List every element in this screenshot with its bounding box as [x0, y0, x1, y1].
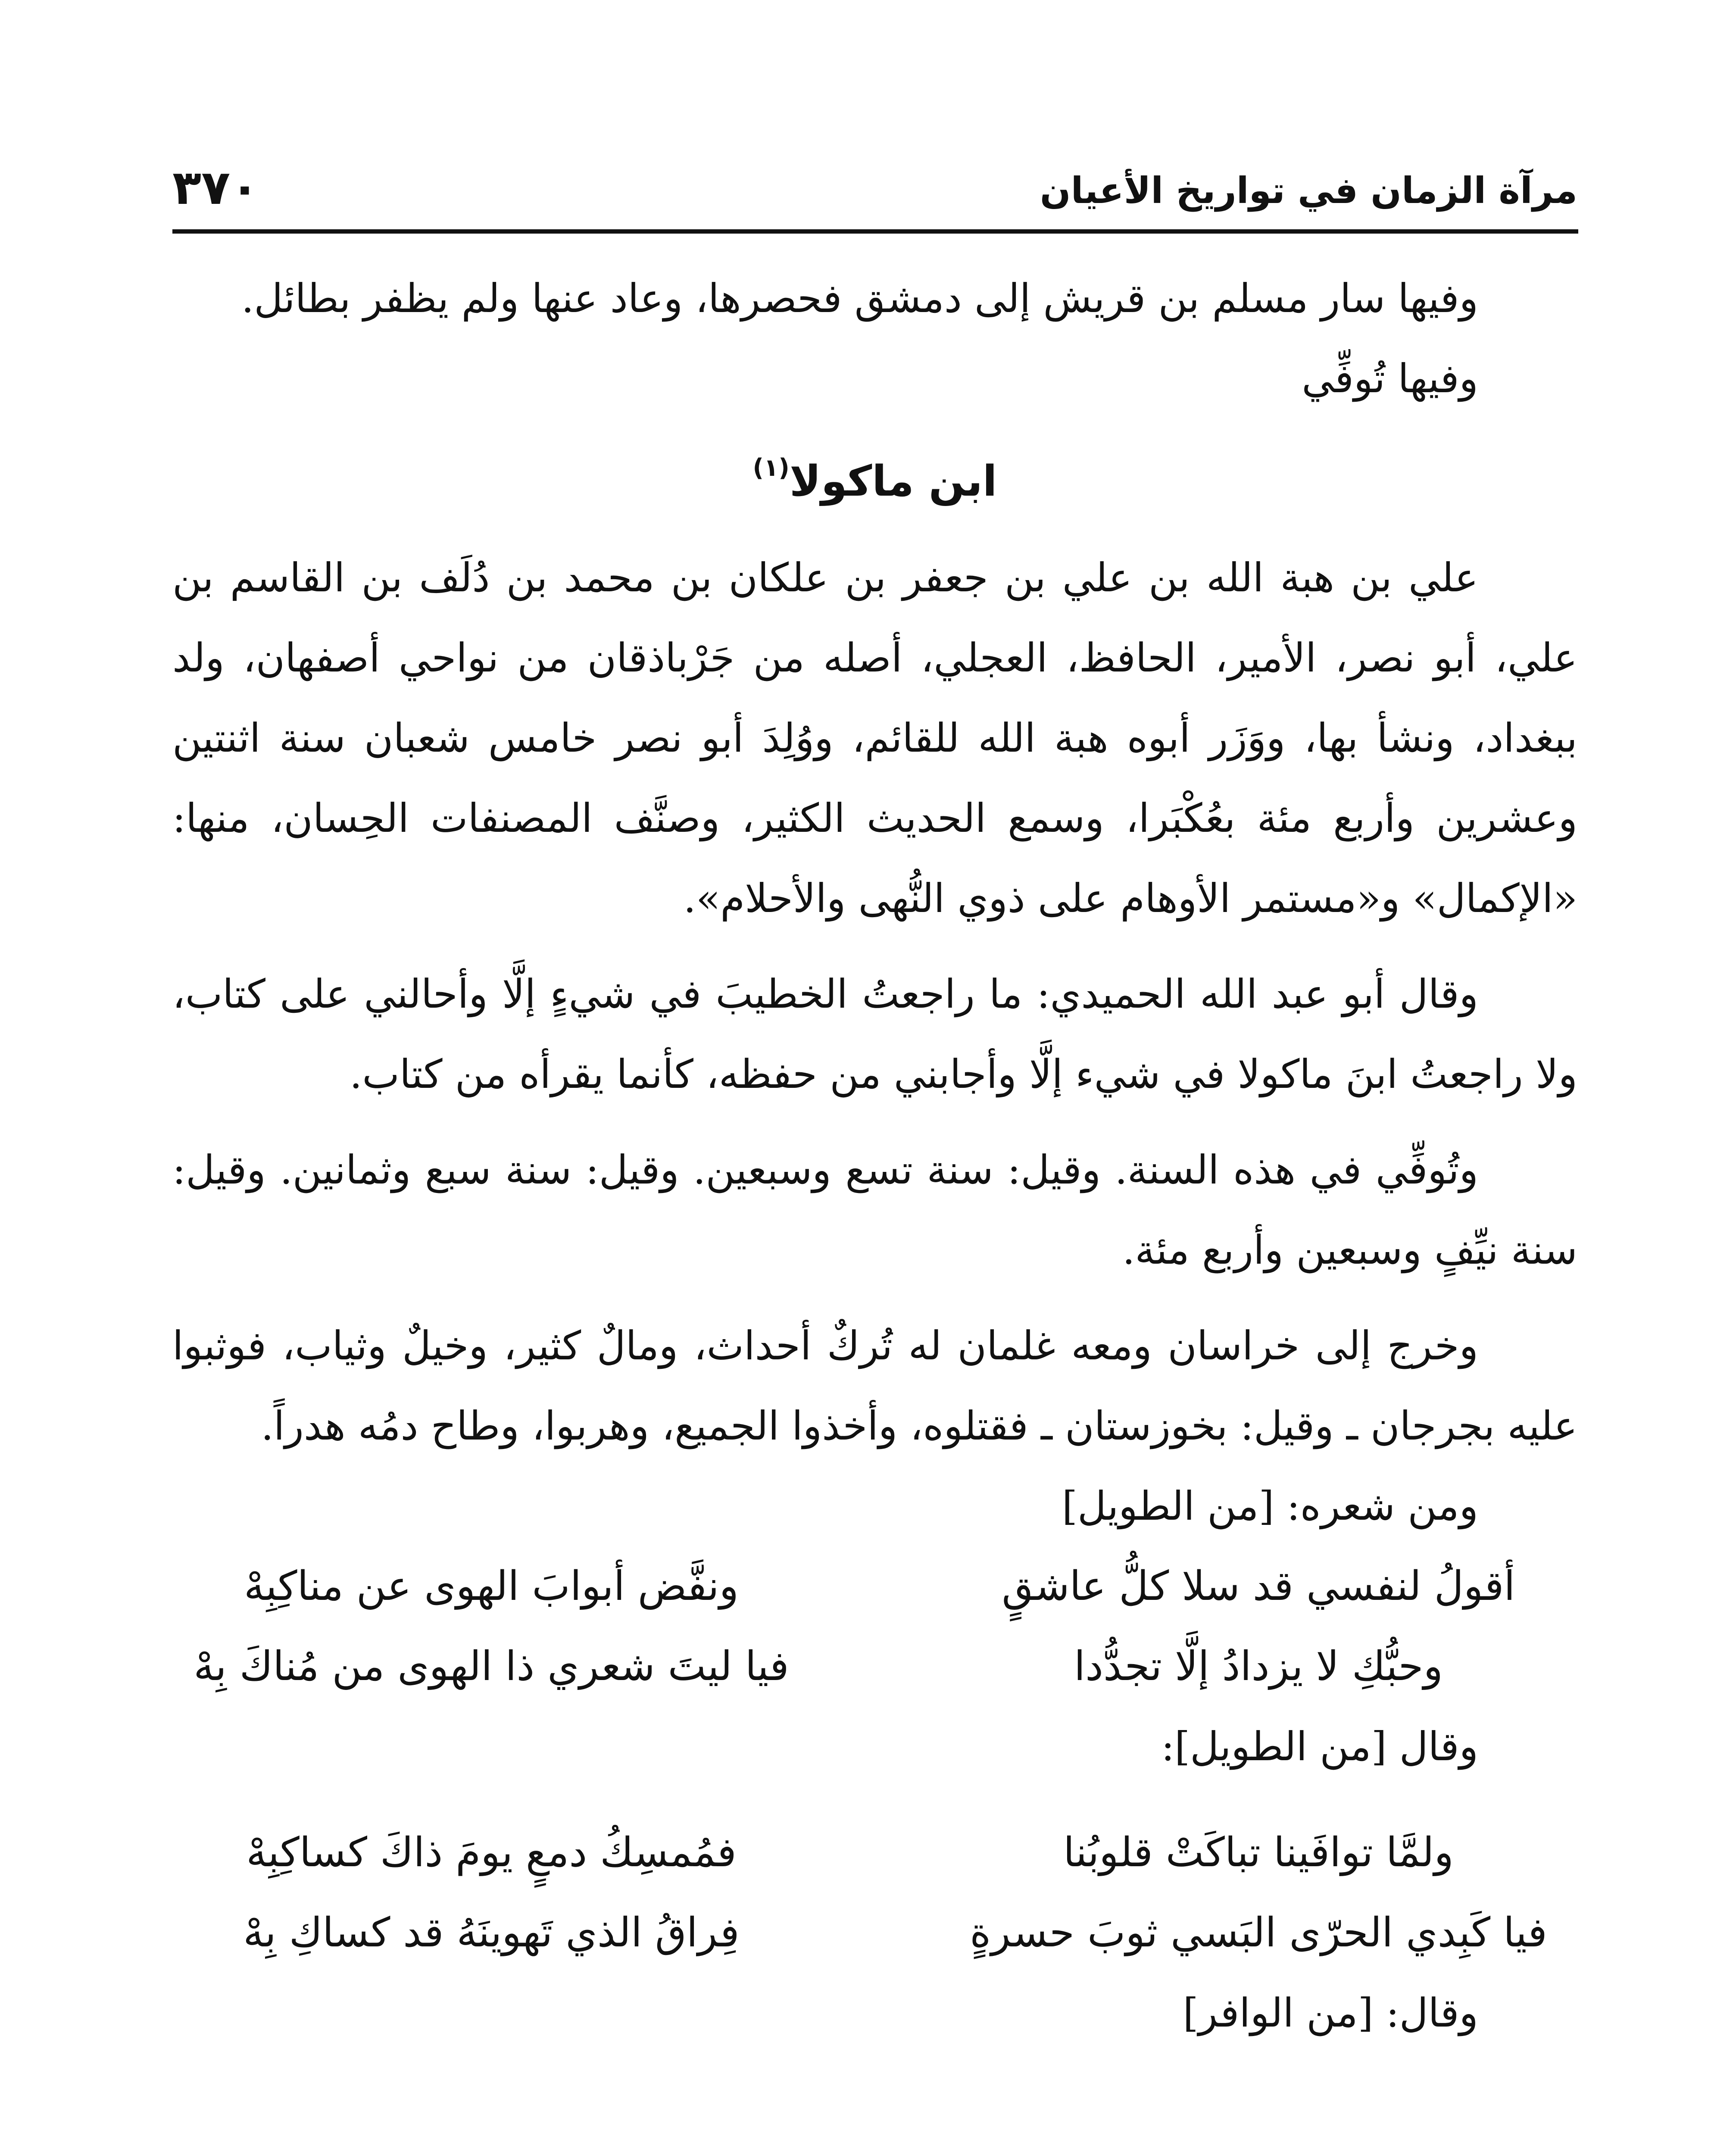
- verse-second-half: فمُمسِكُ دمعٍ يومَ ذاكَ كساكِبِهْ: [246, 1829, 737, 1876]
- verse-second-half: فِراقُ الذي تَهوينَهُ قد كساكِ بِهْ: [243, 1909, 740, 1956]
- section-title-text: ابن ماكولا: [789, 457, 997, 506]
- verse-line: [172, 1546, 1577, 1627]
- verse-first-half: ولمَّا توافَينا تباكَتْ قلوبُنا: [1063, 1829, 1454, 1876]
- death-date-paragraph: وتُوفِّي في هذه السنة. وقيل: سنة تسع وسبعين. وقيل: سنة سبع وثمانين. وقيل: سنة نيِّفٍ وسبعين وأربع مئة.: [172, 1147, 1577, 1273]
- intro-death-line: وفيها تُوفِّي: [1302, 356, 1478, 402]
- poem-intro: وقال [من الطويل]:: [1161, 1724, 1478, 1770]
- main-text: [172, 259, 1577, 2053]
- verse-second-half: ونفَّض أبوابَ الهوى عن مناكِبِهْ: [244, 1563, 739, 1610]
- header-rule: [172, 229, 1578, 234]
- closing-poem-intro: وقال: [من الوافر]: [1183, 1990, 1478, 2036]
- section-title: [172, 449, 1577, 514]
- verse-line: [172, 1627, 1577, 1707]
- footnote-reference: (١): [752, 454, 790, 482]
- poem-verses: [172, 1813, 1577, 1973]
- quote-paragraph: وقال أبو عبد الله الحميدي: ما راجعتُ الخطيبَ في شيءٍ إلَّا وأحالني على كتاب، ولا راجعتُ ابنَ ماكولا في شيء إلَّا وأجابني من حفظه، كأنما يقرأه من كتاب.: [172, 971, 1577, 1097]
- verse-second-half: فيا ليتَ شعري ذا الهوى من مُناكَ بِهْ: [194, 1643, 789, 1690]
- verse-first-half: فيا كَبِدي الحرّى البَسي ثوبَ حسرةٍ: [970, 1909, 1547, 1956]
- intro-paragraph: وفيها سار مسلم بن قريش إلى دمشق فحصرها، وعاد عنها ولم يظفر بطائل.: [241, 275, 1478, 322]
- running-header: [172, 159, 1577, 233]
- poem-verses: [172, 1546, 1577, 1707]
- death-story-paragraph: وخرج إلى خراسان ومعه غلمان له تُركٌ أحداث، ومالٌ كثير، وخيلٌ وثياب، فوثبوا عليه بجرجان ـ وقيل: بخوزستان ـ فقتلوه، وأخذوا الجميع، وهربوا، وطاح دمُه هدراً.: [172, 1323, 1577, 1449]
- verse-first-half: وحبُّكِ لا يزدادُ إلَّا تجدُّدا: [1074, 1643, 1443, 1690]
- page-number: ٣٧٠: [172, 160, 259, 215]
- poem-intro: ومن شعره: [من الطويل]: [1062, 1483, 1478, 1529]
- verse-first-half: أقولُ لنفسي قد سلا كلُّ عاشقٍ: [1002, 1563, 1515, 1610]
- verse-line: [172, 1893, 1577, 1973]
- book-title: مرآة الزمان في تواريخ الأعيان: [1040, 169, 1577, 212]
- biography-paragraph: علي بن هبة الله بن علي بن جعفر بن علكان بن محمد بن دُلَف بن القاسم بن علي، أبو نصر، الأمير، الحافظ، العجلي، أصله من جَرْباذقان من نواحي أصفهان، ولد ببغداد، ونشأ بها، ووَزَر أبوه هبة الله للقائم، ووُلِدَ أبو نصر خامس شعبان سنة اثنتين وعشرين وأربع مئة بعُكْبَرا، وسمع الحديث الكثير، وصنَّف المصنفات الحِسان، منها: «الإكمال» و«مستمر الأوهام على ذوي النُّهى والأحلام».: [172, 555, 1577, 921]
- verse-line: [172, 1813, 1577, 1893]
